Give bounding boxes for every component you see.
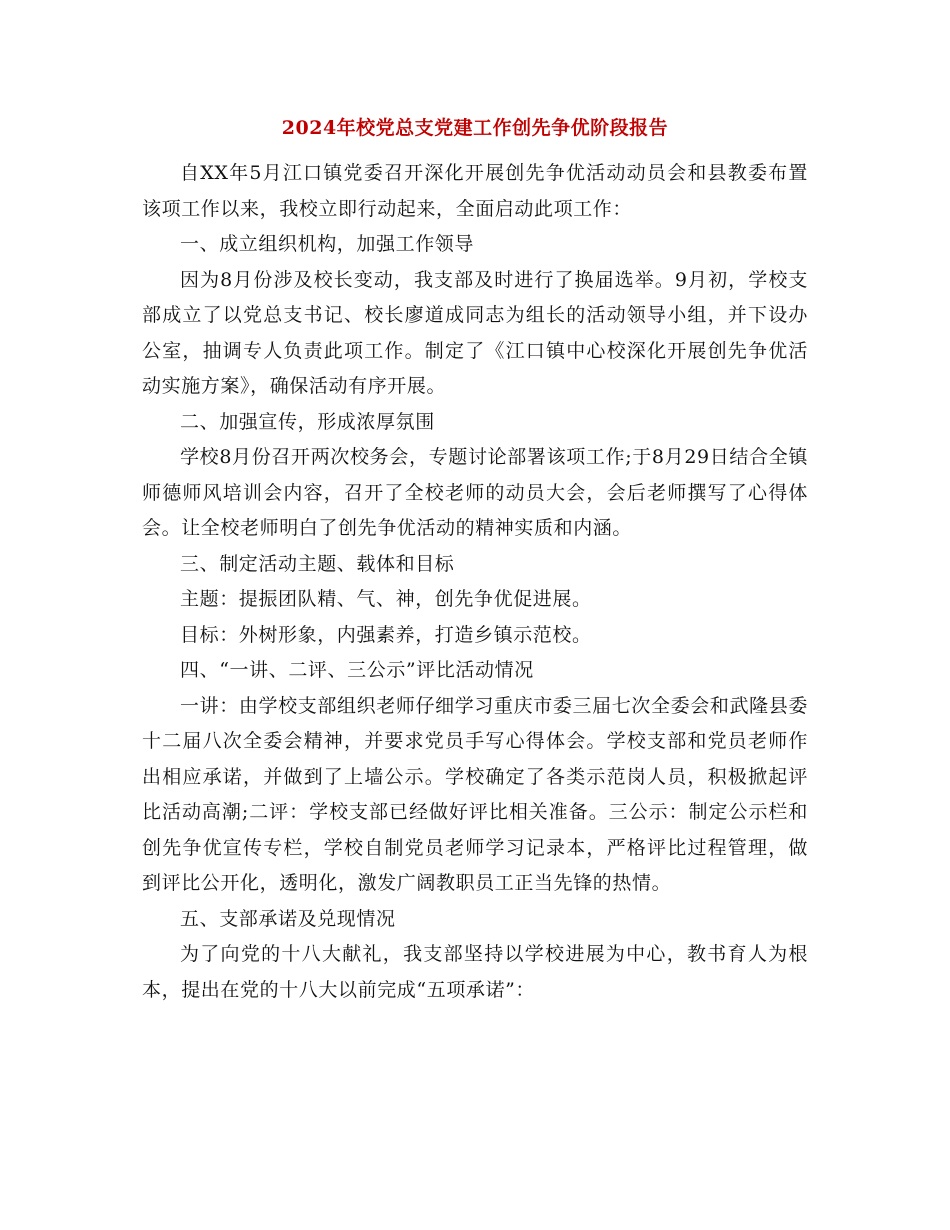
paragraph-publicity: 学校8月份召开两次校务会，专题讨论部署该项工作;于8月29日结合全镇师德师风培训会内容，召开了全校老师的动员大会，会后老师撰写了心得体会。让全校老师明白了创先争优活动的精神实质和内涵。	[142, 446, 808, 539]
section-heading-4: 四、“一讲、二评、三公示”评比活动情况	[180, 659, 534, 681]
section-heading-5: 五、支部承诺及兑现情况	[180, 907, 396, 930]
paragraph-theme: 主题：提振团队精、气、神，创先争优促进展。	[180, 588, 592, 610]
section-heading-1: 一、成立组织机构，加强工作领导	[180, 233, 475, 255]
paragraph-commitment: 为了向党的十八大献礼，我支部坚持以学校进展为中心，教书育人为根本，提出在党的十八大以前完成“五项承诺”：	[142, 943, 808, 1001]
paragraph-evaluation: 一讲：由学校支部组织老师仔细学习重庆市委三届七次全委会和武隆县委十二届八次全委会精神，并要求党员手写心得体会。学校支部和党员老师作出相应承诺，并做到了上墙公示。学校确定了各类示范岗人员，积极掀起评比活动高潮;二评：学校支部已经做好评比相关准备。三公示：制定公示栏和创先争优宣传专栏，学校自制党员老师学习记录本，严格评比过程管理，做到评比公开化，透明化，激发广阔教职员工正当先锋的热情。	[142, 694, 808, 894]
paragraph-goal: 目标：外树形象，内强素养，打造乡镇示范校。	[180, 623, 592, 646]
document-title: 2024年校党总支党建工作创先争优阶段报告	[281, 117, 669, 139]
section-heading-2: 二、加强宣传，形成浓厚氛围	[180, 410, 435, 433]
paragraph-intro: 自XX年5月江口镇党委召开深化开展创先争优活动动员会和县教委布置该项工作以来，我校立即行动起来，全面启动此项工作：	[142, 162, 808, 220]
paragraph-organization: 因为8月份涉及校长变动，我支部及时进行了换届选举。9月初，学校支部成立了以党总支书记、校长廖道成同志为组长的活动领导小组，并下设办公室，抽调专人负责此项工作。制定了《江口镇中心校深化开展创先争优活动实施方案》，确保活动有序开展。	[142, 268, 808, 397]
section-heading-3: 三、制定活动主题、载体和目标	[180, 552, 455, 575]
